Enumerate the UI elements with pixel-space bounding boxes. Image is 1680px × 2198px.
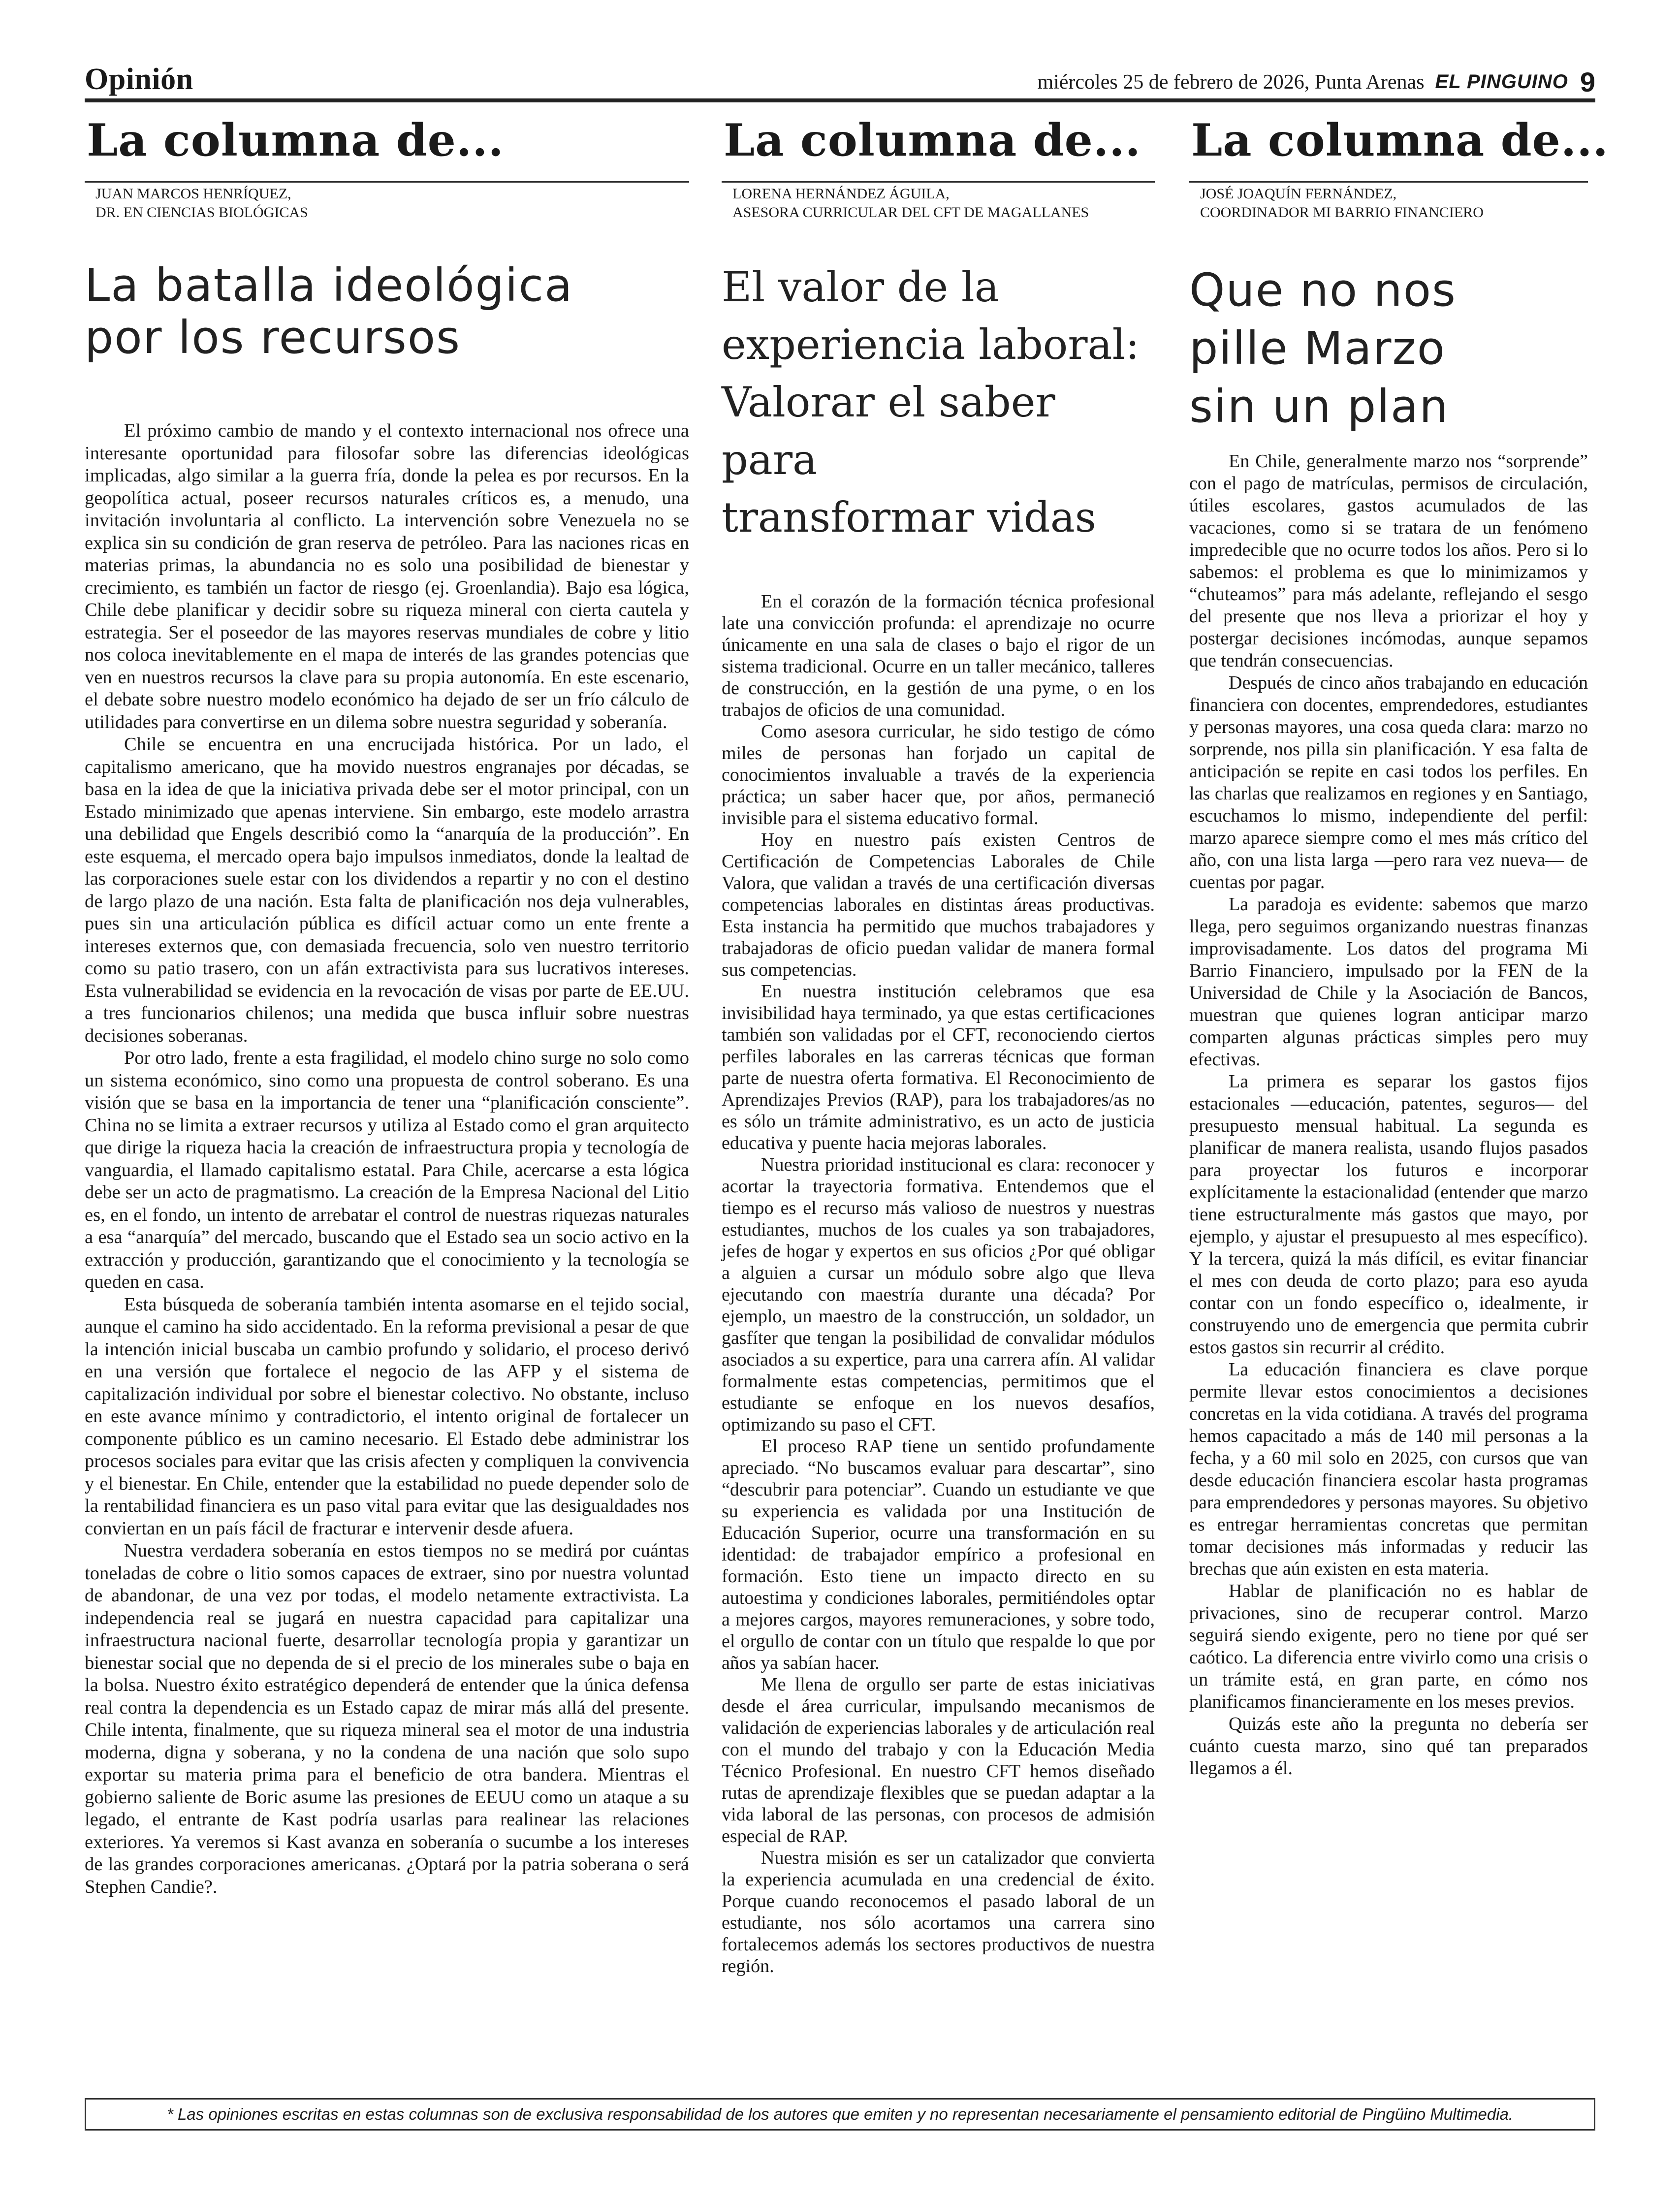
- author-title: COORDINADOR MI BARRIO FINANCIERO: [1200, 204, 1484, 221]
- paragraph: Por otro lado, frente a esta fragilidad, el modelo chino surge no solo como un sistema económico, sino como una propuesta de control soberano. Es una visión que se basa en la importancia de tener una “planificación consciente”. China no se limita a extraer recursos y utiliza al Estado como el gran arquitecto que dirige la riqueza hacia la creación de infraestructura propia y tecnología de vanguardia, el llamado capitalismo estatal. Para Chile, acercarse a esta lógica debe ser un acto de pragmatismo. La creación de la Empresa Nacional del Litio es, en el fondo, un intento de arrebatar el control de nuestras riquezas naturales a esa “anarquía” del mercado, buscando que el Estado sea un socio activo en la extracción y producción, garantizando que el conocimiento y la tecnología se queden en casa.: [85, 1048, 689, 1292]
- paragraph: Después de cinco años trabajando en educación financiera con docentes, emprendedores, estudiantes y personas mayores, una cosa queda clara: marzo no sorprende, nos pilla sin planificación. Y esa falta de anticipación se repite en casi todos los perfiles. En las charlas que realizamos en regiones y en Santiago, escuchamos lo mismo, independiente del perfil: marzo aparece siempre como el mes más crítico del año, con una lista larga —pero rara vez nueva— de cuentas por pagar.: [1189, 672, 1588, 892]
- column-3: [1189, 114, 1609, 1780]
- title-line: por los recursos: [85, 311, 461, 364]
- paragraph: Esta búsqueda de soberanía también intenta asomarse en el tejido social, aunque el camino ha sido accidentado. En la reforma previsional a pesar de que la intención inicial buscaba un cambio profundo y solidario, el proceso derivó en una versión que fortalece el negocio de las AFP y el sistema de capitalización individual por sobre el bienestar colectivo. No obstante, incluso en este avance mínimo y contradictorio, el intento original de fortalecer un componente público es un camino necesario. El Estado debe administrar los procesos sociales para evitar que las crisis afecten y compliquen la convivencia y el bienestar. En Chile, entender que la estabilidad no puede depender solo de la rentabilidad financiera es un paso vital para evitar que las desigualdades nos conviertan en un país fácil de fracturar e intervenir desde afuera.: [85, 1294, 689, 1539]
- title-line: transformar vidas: [722, 493, 1096, 542]
- column-1: [85, 114, 689, 1898]
- author-name: JOSÉ JOAQUÍN FERNÁNDEZ,: [1200, 186, 1397, 202]
- paragraph: Hablar de planificación no es hablar de privaciones, sino de recuperar control. Marzo seguirá siendo exigente, pero no tiene por qué ser caótico. La diferencia entre vivirlo como una crisis o un trámite está, en gran parte, en cómo nos planificamos financieramente en los meses previos.: [1189, 1581, 1588, 1712]
- page-number: 9: [1580, 66, 1595, 97]
- section-label: Opinión: [85, 63, 193, 96]
- title-line: sin un plan: [1189, 380, 1449, 433]
- header-right: [1037, 66, 1595, 98]
- paragraph: En Chile, generalmente marzo nos “sorprende” con el pago de matrículas, permisos de circulación, útiles escolares, gastos acumulados de las vacaciones, como si se tratara de un fenómeno impredecible que no ocurre todos los años. Pero si lo sabemos: el problema es que lo minimizamos y “chuteamos” para más adelante, reflejando el sesgo del presente que nos lleva a priorizar el hoy y postergar decisiones incómodas, aunque sepamos que tendrán consecuencias.: [1189, 451, 1588, 671]
- paragraph: Hoy en nuestro país existen Centros de Certificación de Competencias Laborales de Chile Valora, que validan a través de una certificación diversas competencias laborales en distintas áreas productivas. Esta instancia ha permitido que muchos trabajadores y trabajadoras de oficio puedan validar de manera formal sus competencias.: [722, 829, 1155, 980]
- title-line: experiencia laboral:: [722, 320, 1140, 369]
- title-line: La batalla ideológica: [85, 259, 573, 312]
- paragraph: Nuestra prioridad institucional es clara: reconocer y acortar la trayectoria formativa. Entendemos que el tiempo es el recurso más valioso de nuestros y nuestras estudiantes, muchos de los cuales ya son trabajadores, jefes de hogar y expertos en sus oficios ¿Por qué obligar a alguien a cursar un módulo sobre algo que lleva ejecutando con maestría durante una década? Por ejemplo, un maestro de la construcción, un soldador, un gasfíter que tengan la posibilidad de convalidar módulos asociados a su expertice, para una carrera afín. Al validar formalmente estas competencias, permitimos que el estudiante se enfoque en los nuevos desafíos, optimizando su paso el CFT.: [722, 1154, 1155, 1435]
- article-body: [85, 420, 689, 1898]
- author-block: [722, 185, 1155, 222]
- newspaper-logo: EL PINGUINO: [1435, 71, 1568, 93]
- column-heading: La columna de...: [724, 114, 1141, 166]
- author-title: DR. EN CIENCIAS BIOLÓGICAS: [95, 204, 308, 221]
- article-title: [1189, 261, 1588, 436]
- paragraph: Quizás este año la pregunta no debería ser cuánto cuesta marzo, sino qué tan preparados llegamos a él.: [1189, 1714, 1588, 1779]
- title-line: Que no nos: [1189, 264, 1457, 317]
- author-name: LORENA HERNÁNDEZ ÁGUILA,: [732, 186, 950, 202]
- article-title: [85, 259, 689, 364]
- article-body: [722, 591, 1155, 1977]
- page-header: [85, 58, 1595, 103]
- header-divider: [85, 98, 1595, 102]
- paragraph: En nuestra institución celebramos que esa invisibilidad haya terminado, ya que estas certificaciones también son validadas por el CFT, reconociendo ciertos perfiles laborales en las carreras técnicas que forman parte de nuestra oferta formativa. El Reconocimiento de Aprendizajes Previos (RAP), para los trabajadores/as no es sólo un trámite administrativo, es un acto de justicia educativa y puente hacia mejoras laborales.: [722, 981, 1155, 1153]
- paragraph: La primera es separar los gastos fijos estacionales —educación, patentes, seguros— del presupuesto mensual habitual. La segunda es planificar de manera realista, usando flujos pasados para proyectar los futuros e incorporar explícitamente la estacionalidad (entender que marzo tiene estructuralmente más gastos que mayo, por ejemplo, y ajustar el presupuesto al mes específico). Y la tercera, quizá la más difícil, es evitar financiar el mes con deuda de corto plazo; para eso ayuda contar con un fondo específico o, idealmente, ir construyendo uno de emergencia que permita cubrir estos gastos sin recurrir al crédito.: [1189, 1071, 1588, 1358]
- date-line: miércoles 25 de febrero de 2026, Punta Arenas: [1037, 70, 1425, 94]
- paragraph: La educación financiera es clave porque permite llevar estos conocimientos a decisiones concretas en la vida cotidiana. A través del programa hemos capacitado a más de 140 mil personas a la fecha, y a 60 mil solo en 2025, con cursos que van desde educación financiera escolar hasta programas para emprendedores y personas mayores. Su objetivo es entregar herramientas concretas que permitan tomar decisiones más informadas y reducir las brechas que aún existen en esta materia.: [1189, 1359, 1588, 1579]
- column-heading: La columna de...: [87, 114, 504, 166]
- author-block: [85, 185, 689, 222]
- paragraph: El próximo cambio de mando y el contexto internacional nos ofrece una interesante oportunidad para filosofar sobre las diferencias ideológicas implicadas, algo similar a la guerra fría, donde la pelea es por recursos. En la geopolítica actual, poseer recursos naturales críticos es, a menudo, una invitación involuntaria al conflicto. La intervención sobre Venezuela no se explica sin su condición de gran reserva de petróleo. Para las naciones ricas en materias primas, la abundancia no es solo una posibilidad de bienestar y crecimiento, es también un factor de riesgo (ej. Groenlandia). Bajo esa lógica, Chile debe planificar y decidir sobre su riqueza mineral con cierta cautela y estrategia. Ser el poseedor de las mayores reservas mundiales de cobre y litio nos coloca inevitablemente en el mapa de interés de las grandes potencias que ven en nuestros recursos la clave para su propia autonomía. En este escenario, el debate sobre nuestro modelo económico ha dejado de ser un frío cálculo de utilidades para convertirse en un dilema sobre nuestra seguridad y soberanía.: [85, 420, 689, 733]
- title-line: pille Marzo: [1189, 322, 1446, 375]
- article-title: [722, 258, 1155, 546]
- paragraph: El proceso RAP tiene un sentido profundamente apreciado. “No buscamos evaluar para descartar”, sino “descubrir para potenciar”. Cuando un estudiante ve que su experiencia es validada por una Institución de Educación Superior, ocurre una transformación en su identidad: de trabajador empírico a profesional en formación. Esto tiene un impacto directo en su autoestima y condiciones laborales, permitiéndoles optar a mejores cargos, mayores remuneraciones, y sobre todo, el orgullo de contar con un título que respalde lo que por años ya sabían hacer.: [722, 1436, 1155, 1673]
- paragraph: En el corazón de la formación técnica profesional late una convicción profunda: el aprendizaje no ocurre únicamente en una sala de clases o bajo el rigor de un sistema tradicional. Ocurre en un taller mecánico, talleres de construcción, en la gestión de una pyme, o en los trabajos de oficios de una comunidad.: [722, 591, 1155, 720]
- title-line: El valor de la: [722, 263, 999, 311]
- author-title: ASESORA CURRICULAR DEL CFT DE MAGALLANES: [732, 204, 1089, 221]
- paragraph: Me llena de orgullo ser parte de estas iniciativas desde el área curricular, impulsando mecanismos de validación de experiencias laborales y de articulación real con el mundo del trabajo y con la Educación Media Técnico Profesional. En nuestro CFT hemos diseñado rutas de aprendizaje flexibles que se puedan adaptar a la vida laboral de las personas, con procesos de admisión especial de RAP.: [722, 1674, 1155, 1847]
- column-2: [722, 114, 1155, 1977]
- paragraph: Chile se encuentra en una encrucijada histórica. Por un lado, el capitalismo americano, que ha movido nuestros engranajes por décadas, se basa en la idea de que la iniciativa privada debe ser el motor principal, con un Estado minimizado que apenas interviene. Sin embargo, este modelo arrastra una debilidad que Engels describió como la “anarquía de la producción”. En este esquema, el mercado opera bajo impulsos inmediatos, donde la lealtad de las corporaciones suele estar con los dividendos a repartir y no con el destino de largo plazo de una nación. Esta falta de planificación nos deja vulnerables, pues sin una articulación pública es difícil actuar como un ente frente a intereses externos que, con demasiada frecuencia, solo ven nuestro territorio como su patio trasero, con un afán extractivista para sus lucrativos intereses. Esta vulnerabilidad se evidencia en la revocación de visas por parte de EE.UU. a tres funcionarios chilenos; una medida que busca influir sobre nuestras decisiones soberanas.: [85, 734, 689, 1046]
- author-name: JUAN MARCOS HENRÍQUEZ,: [95, 186, 291, 202]
- column-divider: [85, 181, 689, 183]
- paragraph: Como asesora curricular, he sido testigo de cómo miles de personas han forjado un capital de conocimientos invaluable a través de la experiencia práctica; un saber hacer que, por años, permaneció invisible para el sistema educativo formal.: [722, 721, 1155, 828]
- paragraph: Nuestra verdadera soberanía en estos tiempos no se medirá por cuántas toneladas de cobre o litio somos capaces de extraer, sino por nuestra voluntad de abandonar, de una vez por todas, el modelo netamente extractivista. La independencia real se jugará en nuestra capacidad para capitalizar una infraestructura nacional fuerte, desarrollar tecnología propia y garantizar un bienestar social que no dependa de si el precio de los minerales sube o baja en la bolsa. Nuestro éxito estratégico dependerá de entender que la única defensa real contra la dependencia es un Estado capaz de mirar más allá del presente. Chile intenta, finalmente, que su riqueza mineral sea el motor de una industria moderna, digna y soberana, y no la condena de una nación que solo supo exportar su materia prima para el beneficio de otra bandera. Mientras el gobierno saliente de Boric asume las presiones de EEUU como un ataque a su legado, el entrante de Kast podría usarlas para realinear las relaciones exteriores. Ya veremos si Kast avanza en soberanía o sucumbe a los intereses de las grandes corporaciones americanas. ¿Optará por la patria soberana o será Stephen Candie?.: [85, 1540, 689, 1897]
- disclaimer-footnote: * Las opiniones escritas en estas columnas son de exclusiva responsabilidad de los autores que emiten y no representan necesariamente el pensamiento editorial de Pingüino Multimedia.: [85, 2098, 1595, 2131]
- paragraph: La paradoja es evidente: sabemos que marzo llega, pero seguimos organizando nuestras finanzas improvisadamente. Los datos del programa Mi Barrio Financiero, impulsado por la FEN de la Universidad de Chile y la Asociación de Bancos, muestran que quienes logran anticipar marzo comparten algunas prácticas simples pero muy efectivas.: [1189, 894, 1588, 1070]
- column-divider: [1189, 181, 1588, 183]
- author-block: [1189, 185, 1588, 222]
- paragraph: Nuestra misión es ser un catalizador que convierta la experiencia acumulada en una credencial de éxito. Porque cuando reconocemos el pasado laboral de un estudiante, nos sólo acortamos una carrera sino fortalecemos además los sectores productivos de nuestra región.: [722, 1848, 1155, 1976]
- title-line: Valorar el saber para: [722, 378, 1055, 484]
- article-body: [1189, 450, 1588, 1780]
- column-divider: [722, 181, 1155, 183]
- column-heading: La columna de...: [1191, 114, 1609, 166]
